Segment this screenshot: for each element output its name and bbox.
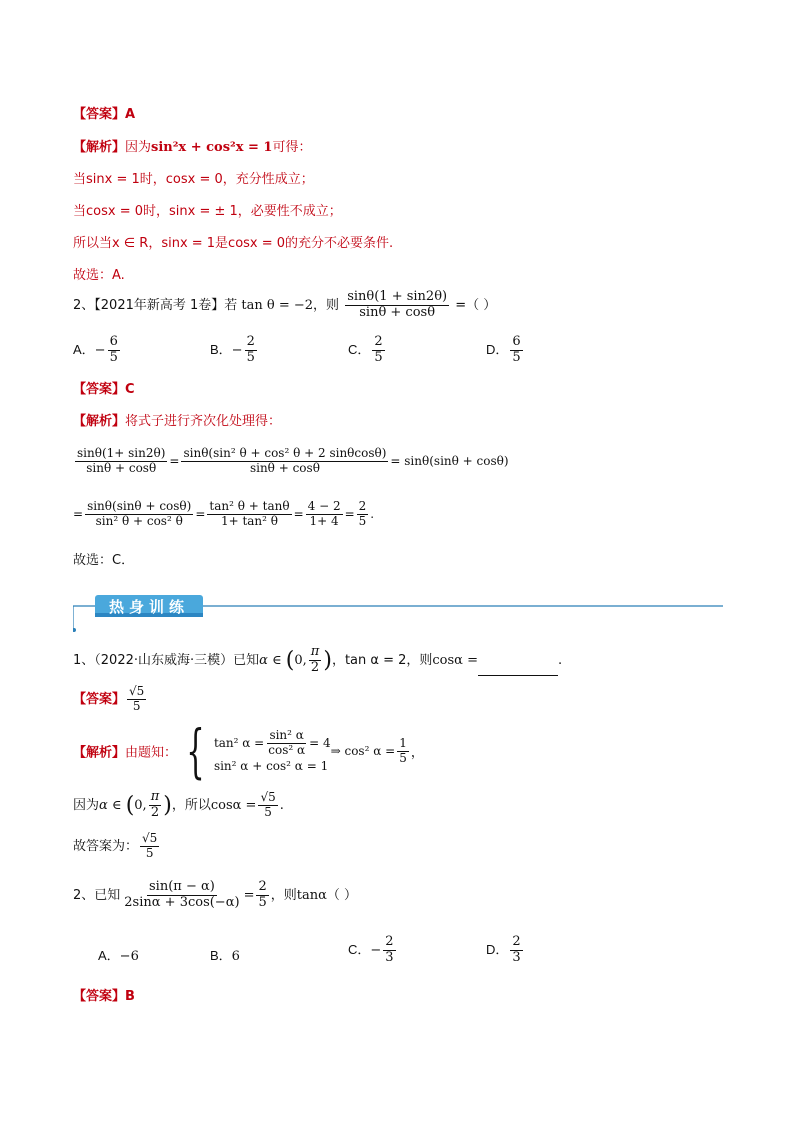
answer-value: A xyxy=(125,107,136,122)
answer-value: B xyxy=(125,989,135,1004)
answer-label: 【答案】 xyxy=(73,989,126,1004)
option-label: B． xyxy=(210,341,232,357)
sufficiency-line: 当sinx = 1时，cosx = 0，充分性成立； xyxy=(73,172,314,187)
eq-num: 2 xyxy=(358,499,367,513)
answer-num: √5 xyxy=(129,684,145,698)
because-den: 2 xyxy=(150,804,160,820)
w2-tail: ，则 xyxy=(270,887,297,903)
option-sign: − xyxy=(94,342,106,358)
option-num: 6 xyxy=(512,334,521,349)
so: ，所以 xyxy=(171,797,211,813)
w1-prefix: 1、（2022·山东威海·三模）已知 xyxy=(73,652,260,668)
conclusion-line: 所以当x ∈ R，sinx = 1是cosx = 0的充分不必要条件. xyxy=(73,236,394,251)
analysis-intro: 因为 xyxy=(125,140,152,155)
eq-den: sinθ + cosθ xyxy=(249,460,320,475)
analysis-line-1 xyxy=(73,136,311,155)
sys1-a: tan² α = xyxy=(213,735,265,750)
option-label: D． xyxy=(486,941,509,957)
answer-label: 【答案】 xyxy=(73,382,126,397)
option-sign: − xyxy=(370,942,382,958)
w1-cond-num: π xyxy=(310,644,320,659)
w1-ask: cosα = xyxy=(432,652,478,668)
w2-option-b[interactable] xyxy=(210,945,240,964)
eq-num: sinθ(1+ sin2θ) xyxy=(77,446,166,460)
option-sign: − xyxy=(231,342,243,358)
option-den: 5 xyxy=(246,349,255,365)
option-den: 3 xyxy=(385,949,394,965)
analysis-text: 将式子进行齐次化处理得： xyxy=(125,414,282,429)
final-num: √5 xyxy=(142,831,158,845)
option-label: C． xyxy=(348,941,371,957)
q2-prefix: 2、【2021年新高考 1卷】若 xyxy=(73,297,238,313)
eq-num: tan² θ + tanθ xyxy=(209,499,290,513)
option-num: 6 xyxy=(109,334,118,349)
because-cond: α ∈ xyxy=(99,797,126,813)
answer-den: 5 xyxy=(132,698,141,713)
q2-option-d[interactable] xyxy=(486,335,525,366)
q2-tail: =（ ） xyxy=(455,297,497,313)
answer-value: C xyxy=(125,382,135,397)
w1-cond-den: 2 xyxy=(310,659,320,675)
choose-line-2: 故选：C． xyxy=(73,553,135,568)
imp-den: 5 xyxy=(399,750,407,765)
choose-line-1: 故选：A. xyxy=(73,268,125,283)
because-num: π xyxy=(150,789,160,804)
w2-prefix: 2、已知 xyxy=(73,887,121,903)
eq-den: 1+ 4 xyxy=(309,513,339,528)
analysis-label: 【解析】 xyxy=(73,140,126,155)
q2-condition: tan θ = −2 xyxy=(241,297,314,313)
w2-option-c[interactable] xyxy=(348,935,398,966)
option-num: 2 xyxy=(385,934,394,949)
option-den: 5 xyxy=(512,349,521,365)
option-label: A． xyxy=(73,341,95,357)
because-line: 因为α ∈ (0, $\frac{\pi}{2}$ )，所以cosα = $\frac{√5}{5}$ . xyxy=(73,789,284,820)
sys1-num: sin² α xyxy=(269,727,304,742)
option-value: 6 xyxy=(231,949,240,964)
eq-num: sinθ(sin² θ + cos² θ + 2 sinθcosθ) xyxy=(183,446,387,460)
so-den: 5 xyxy=(264,804,272,819)
final-answer-line xyxy=(73,832,161,861)
w2-frac-den: 2sinα + 3cos(−α) xyxy=(124,894,240,910)
derivation-line-1: $\frac{\sin\theta(1+ \sin 2\theta)}{\sin\theta + \cos\theta}$ = $\frac{\text{sinθ(sin² θ + cos² θ + 2 sinθcosθ)}}{\sin\theta + \cos\theta}$ = sinθ(sinθ + cosθ) xyxy=(77,446,509,475)
answer-label: 【答案】 xyxy=(73,691,126,707)
sys2: sin² α + cos² α = 1 xyxy=(213,759,329,774)
analysis-line-2 xyxy=(73,410,281,429)
so-num: √5 xyxy=(260,790,276,805)
eq-num: 4 − 2 xyxy=(307,499,341,513)
eq-den: 1+ tan² θ xyxy=(220,513,279,528)
q2-frac-den: sinθ + cosθ xyxy=(359,304,436,320)
w2-val-num: 2 xyxy=(258,879,267,894)
w2-option-d[interactable] xyxy=(486,935,525,966)
sys1-den: cos² α xyxy=(268,742,306,757)
analysis-line-3: 【解析】由题知： { tan² α = $\frac{\text{sin² α}}{\text{cos² α}}$ = 4 sin² α + cos² α = 1 ⇒ cos² α = $\frac{1}{5}$ ， xyxy=(73,717,424,785)
eq-den: 5 xyxy=(358,513,367,528)
w2-eq: = xyxy=(243,887,255,903)
answer-line-3 xyxy=(73,685,148,714)
sys1-b: = 4 xyxy=(309,735,331,750)
option-label: A． xyxy=(98,948,120,963)
analysis-label: 【解析】 xyxy=(73,745,126,761)
eq-result: = sinθ(sinθ + cosθ) xyxy=(390,453,509,468)
necessity-line: 当cosx = 0时，sinx = ± 1，必要性不成立； xyxy=(73,204,342,219)
q2-option-a[interactable] xyxy=(73,335,122,366)
warmup-question-1: 1、（2022·山东威海·三模）已知α ∈ (0, $\frac{\pi}{2}$ )，tan α = 2，则cosα = . xyxy=(73,644,563,675)
derivation-line-2: = $\frac{\sin\theta(\sin\theta + \cos\theta)}{\text{sin² θ + cos² θ}}$ = $\frac{\text{tan² θ + tanθ}}{\text{1+ tan² θ}}$ = $\frac{4 - 2}{1+ 4}$ = $\frac{2}{5}$ . xyxy=(73,499,375,528)
w1-cond2: ，tan α = 2，则 xyxy=(331,652,433,668)
w2-val-den: 5 xyxy=(258,894,267,910)
option-den: 5 xyxy=(109,349,118,365)
implies: ⇒ cos² α = xyxy=(330,744,396,758)
banner-title: 热身训练 xyxy=(108,598,190,616)
analysis-tail: 可得： xyxy=(272,140,312,155)
eq-den: sin² θ + cos² θ xyxy=(95,513,183,528)
answer-line-4 xyxy=(73,985,135,1004)
section-banner xyxy=(73,593,723,633)
option-den: 5 xyxy=(374,349,383,365)
option-label: B． xyxy=(210,948,232,963)
because: 因为 xyxy=(73,797,100,813)
eq-den: sinθ + cosθ xyxy=(86,460,157,475)
q2-option-c[interactable] xyxy=(348,335,387,366)
option-value: −6 xyxy=(119,949,139,964)
identity-eq: sin²x + cos²x = 1 xyxy=(151,140,273,155)
option-den: 3 xyxy=(512,949,521,965)
w2-frac-num: sin(π − α) xyxy=(149,879,215,894)
analysis-text: 由题知： xyxy=(125,745,178,761)
w2-option-a[interactable] xyxy=(98,945,139,964)
eq-num: sinθ(sinθ + cosθ) xyxy=(87,499,192,513)
option-num: 2 xyxy=(246,334,255,349)
warmup-question-2 xyxy=(73,880,357,911)
final-den: 5 xyxy=(145,845,154,860)
q2-mid: ，则 xyxy=(313,297,340,313)
option-num: 2 xyxy=(374,334,383,349)
w1-cond-a: α ∈ xyxy=(259,652,286,668)
q2-option-b[interactable] xyxy=(210,335,259,366)
final-label: 故答案为： xyxy=(73,838,139,854)
so-eq: cosα = xyxy=(210,797,257,813)
q2-frac-num: sinθ(1 + sin2θ) xyxy=(347,289,448,304)
option-label: C． xyxy=(348,341,371,357)
imp-num: 1 xyxy=(399,735,407,750)
w2-ask: tanα（ ） xyxy=(296,887,358,903)
answer-line-2 xyxy=(73,378,135,397)
answer-label: 【答案】 xyxy=(73,107,126,122)
option-num: 2 xyxy=(512,934,521,949)
answer-line-1 xyxy=(73,103,135,122)
q2-fraction xyxy=(345,290,449,321)
analysis-label: 【解析】 xyxy=(73,414,126,429)
option-label: D． xyxy=(486,341,509,357)
answer-blank[interactable] xyxy=(478,663,558,676)
question-2 xyxy=(73,290,496,321)
